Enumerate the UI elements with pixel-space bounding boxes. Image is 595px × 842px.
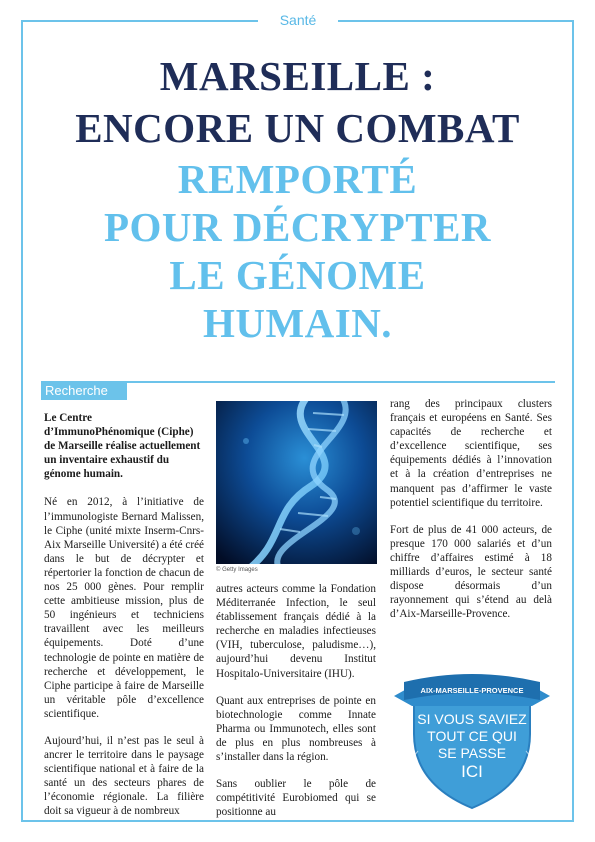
badge-line: TOUT CE QUI: [427, 728, 517, 744]
badge-line: SI VOUS SAVIEZ: [417, 711, 527, 727]
article-column-3: [390, 397, 552, 634]
headline-line: ENCORE UN COMBAT: [75, 105, 520, 151]
section-label: Santé: [258, 8, 338, 32]
article-paragraph: Sans oublier le pôle de compétitivité Eurobiomed qui se positionne au: [216, 778, 376, 819]
badge-banner-text: AIX-MARSEILLE-PROVENCE: [420, 686, 524, 695]
article-column-1: [44, 411, 204, 832]
photo-credit: © Getty Images: [216, 567, 258, 573]
article-paragraph: Fort de plus de 41 000 acteurs, de presque 170 000 salariés et d’un chiffre d’affaires estimé à 18 milliards d’euros, le secteur santé dispose désormais d’un rayonnement qui s’étend au delà d’Aix-Marseille-Provence.: [390, 523, 552, 621]
headline-line: POUR DÉCRYPTER: [103, 204, 492, 250]
category-tag: Recherche: [41, 381, 127, 400]
headline-line: HUMAIN.: [202, 300, 393, 346]
headline-line: MARSEILLE :: [159, 53, 436, 99]
article-paragraph: autres acteurs comme la Fondation Méditerranée Infection, le seul établissement français dédié à la recherche en maladies infectieuses (VIH, tuberculose, paludisme…), aujourd’hui devenu Institut Hospitalo-Universitaire (IHU).: [216, 583, 376, 680]
badge-line: SE PASSE: [437, 745, 507, 761]
article-column-2: [216, 582, 376, 832]
article-paragraph: rang des principaux clusters français et européens en Santé. Ses capacités de recherche et d’excellence scientifique, ses équipements dédiés à l’innovation et à la création d’entreprises ne manquent pas d’affirmer le vaste potentiel scientifique du territoire.: [390, 398, 552, 509]
article-lead: Le Centre d’ImmunoPhénomique (Ciphe) de Marseille réalise actuellement un inventaire exhaustif du génome humain.: [44, 412, 201, 481]
dna-photo: [216, 401, 377, 564]
dna-helix-image: [216, 401, 377, 564]
aix-marseille-provence-badge: [392, 656, 552, 814]
article-paragraph: Quant aux entreprises de pointe en biotechnologie comme Innate Pharma ou Immunotech, elles sont de plus en plus nombreuses à s’installer dans la région.: [216, 694, 376, 764]
article-paragraph: Né en 2012, à l’initiative de l’immunologiste Bernard Malissen, le Ciphe (unité mixte Inserm-Cnrs-Aix Marseille Université) a été créé dans le but de décrypter et répertorier la fonction de chacun de nos 25 000 gènes. Pour remplir cette ambitieuse mission, plus de 50 ingénieurs et techniciens travaillent avec les meilleurs équipements. Doté d’une technologie de pointe en matière de recherche et développement, le Ciphe participe à faire de Marseille un véritable pôle d’excellence scientifique.: [44, 496, 204, 720]
headline-line: LE GÉNOME: [169, 252, 426, 298]
headline-line: REMPORTÉ: [177, 156, 418, 202]
headline-light: [40, 155, 555, 347]
article-paragraph: Aujourd’hui, il n’est pas le seul à ancrer le territoire dans le paysage scientifique national et à faire de la santé un des secteurs phares de l’économie régionale. La filière doit sa vigueur à de nombreux: [44, 734, 204, 818]
badge-line: ICI: [461, 762, 483, 781]
headline-dark: [40, 50, 555, 154]
